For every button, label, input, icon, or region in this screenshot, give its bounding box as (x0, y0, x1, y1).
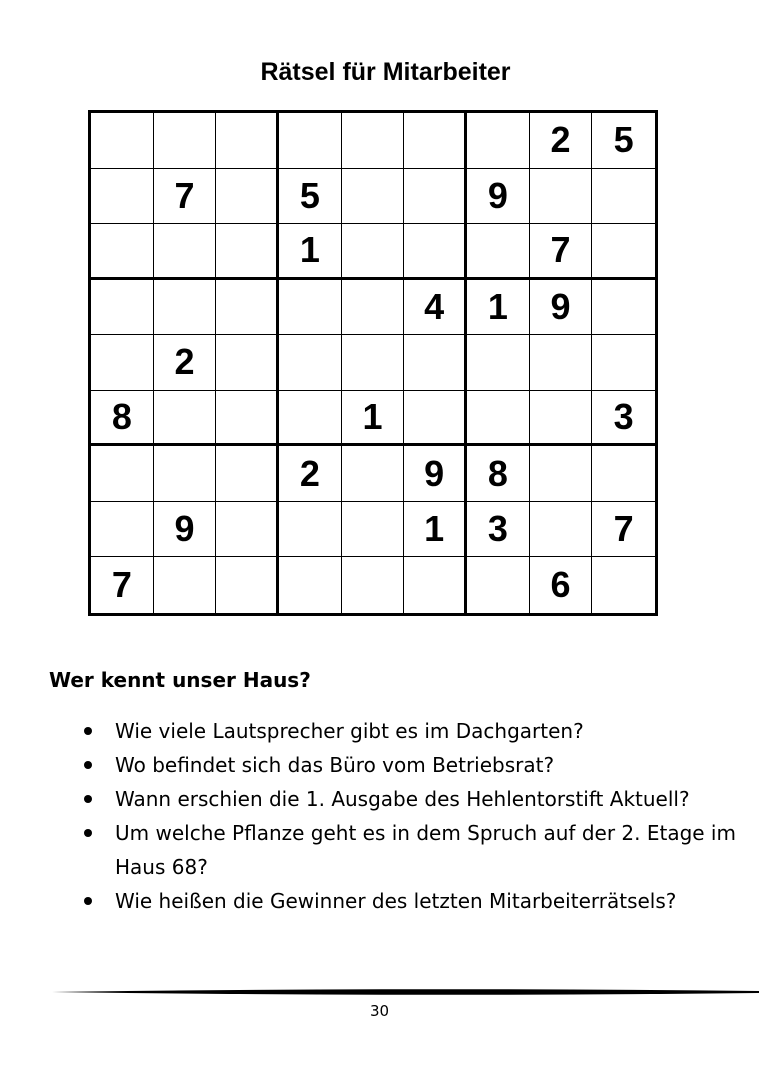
question-item (80, 884, 740, 918)
sudoku-cell (216, 335, 279, 391)
sudoku-cell: 7 (154, 169, 217, 225)
sudoku-cell: 8 (467, 446, 530, 502)
bullet-icon (84, 897, 92, 905)
sudoku-cell (592, 224, 655, 280)
sudoku-cell (530, 169, 593, 225)
sudoku-cell (91, 224, 154, 280)
sudoku-cell (342, 280, 405, 336)
sudoku-cell (154, 113, 217, 169)
sudoku-cell (342, 224, 405, 280)
sudoku-cell (342, 557, 405, 613)
sudoku-cell (216, 502, 279, 558)
page-title: Rätsel für Mitarbeiter (260, 58, 511, 86)
sudoku-cell: 5 (279, 169, 342, 225)
sudoku-cell (592, 280, 655, 336)
sudoku-cell (592, 169, 655, 225)
sudoku-cell (279, 391, 342, 447)
question-text: Wann erschien die 1. Ausgabe des Hehlentorstift Aktuell? (115, 787, 690, 811)
sudoku-cell: 7 (530, 224, 593, 280)
sudoku-cell (216, 446, 279, 502)
sudoku-cell: 9 (154, 502, 217, 558)
sudoku-cell (154, 280, 217, 336)
page-number: 30 (369, 1002, 390, 1020)
question-item (80, 714, 740, 748)
sudoku-cell: 1 (342, 391, 405, 447)
question-list (80, 714, 740, 918)
sudoku-cell (91, 169, 154, 225)
section-heading: Wer kennt unser Haus? (49, 668, 311, 692)
footer-divider (52, 987, 759, 997)
sudoku-cell (592, 335, 655, 391)
sudoku-cell: 8 (91, 391, 154, 447)
sudoku-cell (404, 335, 467, 391)
question-text: Wie viele Lautsprecher gibt es im Dachgarten? (115, 719, 584, 743)
sudoku-cell: 7 (91, 557, 154, 613)
bullet-icon (84, 761, 92, 769)
question-text: Wie heißen die Gewinner des letzten Mitarbeiterrätsels? (115, 889, 677, 913)
sudoku-cell: 4 (404, 280, 467, 336)
sudoku-cell (216, 169, 279, 225)
sudoku-cell (404, 391, 467, 447)
sudoku-cell (467, 391, 530, 447)
sudoku-cell: 9 (530, 280, 593, 336)
bullet-icon (84, 795, 92, 803)
sudoku-cell (279, 113, 342, 169)
sudoku-cell (467, 335, 530, 391)
sudoku-cell (467, 113, 530, 169)
sudoku-cell (91, 280, 154, 336)
sudoku-cell (592, 557, 655, 613)
sudoku-cell: 2 (530, 113, 593, 169)
sudoku-cell (91, 502, 154, 558)
question-text: Um welche Pflanze geht es in dem Spruch auf der 2. Etage im Haus 68? (115, 821, 736, 879)
sudoku-cell (154, 391, 217, 447)
sudoku-cell (342, 113, 405, 169)
sudoku-cell (342, 502, 405, 558)
sudoku-grid (88, 110, 658, 616)
sudoku-cell: 2 (279, 446, 342, 502)
sudoku-cell (404, 224, 467, 280)
sudoku-cell (216, 280, 279, 336)
sudoku-cell (154, 446, 217, 502)
sudoku-cell (342, 335, 405, 391)
question-item (80, 748, 740, 782)
sudoku-cell (91, 446, 154, 502)
sudoku-cell (91, 113, 154, 169)
question-item (80, 816, 740, 884)
sudoku-cell: 7 (592, 502, 655, 558)
question-text: Wo befindet sich das Büro vom Betriebsrat? (115, 753, 555, 777)
sudoku-cell (279, 557, 342, 613)
sudoku-cell: 9 (404, 446, 467, 502)
sudoku-cell (216, 224, 279, 280)
sudoku-cell: 1 (467, 280, 530, 336)
sudoku-cell: 6 (530, 557, 593, 613)
sudoku-cell (530, 502, 593, 558)
sudoku-cell (216, 391, 279, 447)
sudoku-cell (592, 446, 655, 502)
sudoku-cell (530, 335, 593, 391)
sudoku-cell (154, 557, 217, 613)
sudoku-cell (342, 169, 405, 225)
sudoku-cell: 5 (592, 113, 655, 169)
sudoku-cell (404, 557, 467, 613)
question-item (80, 782, 740, 816)
sudoku-cell (342, 446, 405, 502)
sudoku-cell (404, 113, 467, 169)
sudoku-cell (530, 391, 593, 447)
sudoku-cell (216, 113, 279, 169)
sudoku-cell (467, 224, 530, 280)
sudoku-cell: 9 (467, 169, 530, 225)
sudoku-cell: 1 (279, 224, 342, 280)
bullet-icon (84, 727, 92, 735)
sudoku-cell (216, 557, 279, 613)
sudoku-cell (279, 335, 342, 391)
sudoku-cell (154, 224, 217, 280)
sudoku-cell (279, 280, 342, 336)
bullet-icon (84, 829, 92, 837)
sudoku-cell (467, 557, 530, 613)
sudoku-cell (404, 169, 467, 225)
sudoku-cell: 3 (467, 502, 530, 558)
sudoku-cell (530, 446, 593, 502)
sudoku-cell: 3 (592, 391, 655, 447)
sudoku-cell (91, 335, 154, 391)
sudoku-cell: 1 (404, 502, 467, 558)
sudoku-cell (279, 502, 342, 558)
sudoku-cell: 2 (154, 335, 217, 391)
